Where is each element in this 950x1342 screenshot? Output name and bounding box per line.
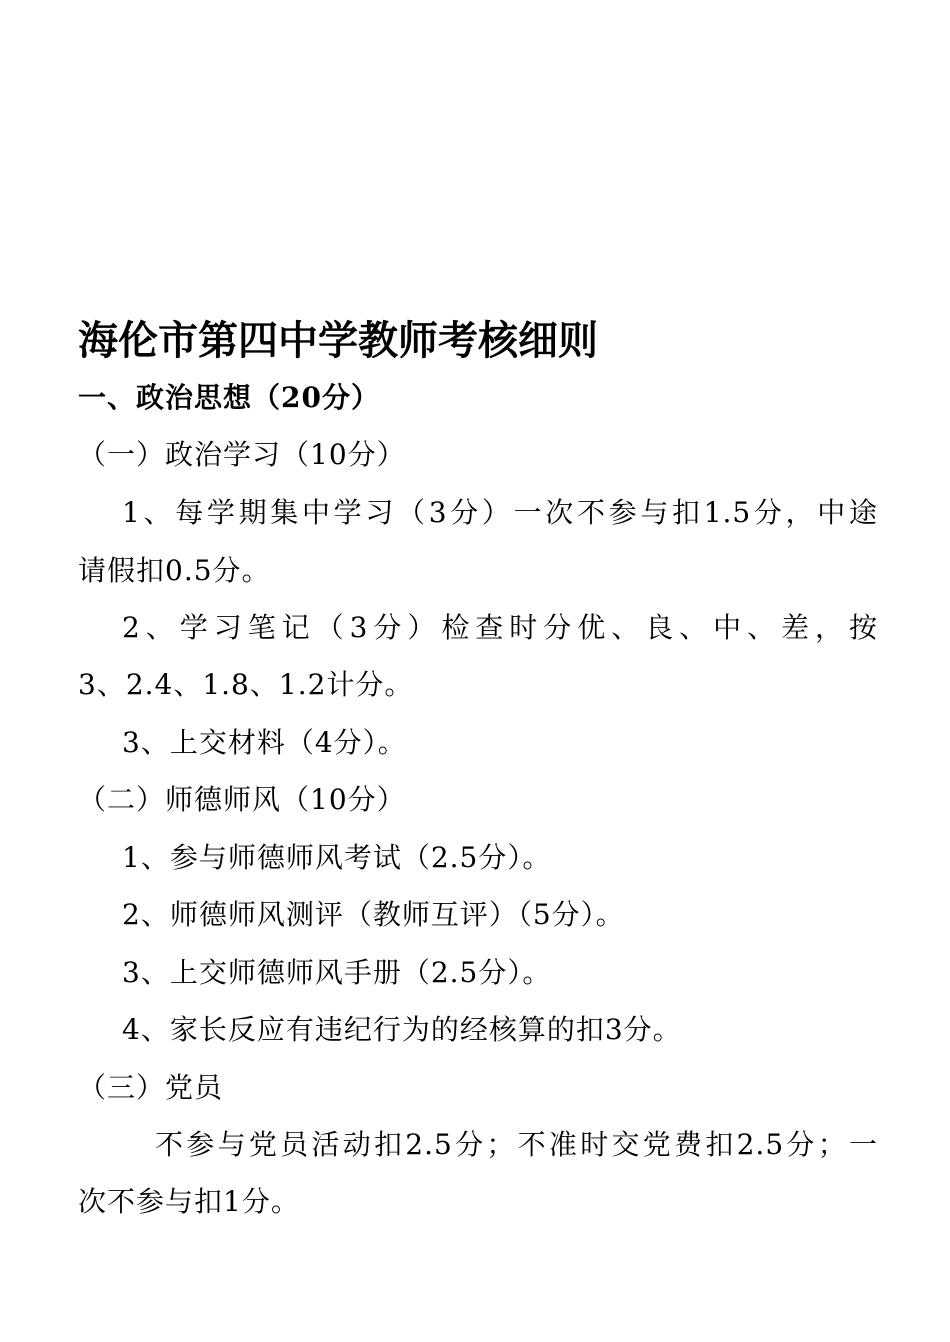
- item-notes-line-1: 2、学习笔记（3分）检查时分优、良、中、差，按: [122, 611, 878, 644]
- item-parent-report: 4、家长反应有违纪行为的经核算的扣3分。: [122, 1013, 682, 1046]
- party-rule-line-1: 不参与党员活动扣2.5分；不准时交党费扣2.5分；一: [155, 1128, 878, 1161]
- subsection-heading-political-study: （一）政治学习（10分）: [78, 438, 406, 471]
- item-materials: 3、上交材料（4分）。: [122, 726, 407, 759]
- item-notes-line-2: 3、2.4、1.8、1.2计分。: [78, 668, 414, 701]
- item-ethics-exam: 1、参与师德师风考试（2.5分）。: [122, 841, 552, 874]
- subsection-heading-ethics: （二）师德师风（10分）: [78, 783, 406, 816]
- item-ethics-evaluation: 2、师德师风测评（教师互评）（5分）。: [122, 898, 625, 931]
- party-rule-line-2: 次不参与扣1分。: [78, 1185, 300, 1218]
- item-study-line-2: 请假扣0.5分。: [78, 554, 271, 587]
- item-ethics-handbook: 3、上交师德师风手册（2.5分）。: [122, 956, 552, 989]
- page-title: 海伦市第四中学教师考核细则: [78, 317, 598, 364]
- subsection-heading-party-member: （三）党员: [78, 1071, 224, 1104]
- item-study-line-1: 1、每学期集中学习（3分）一次不参与扣1.5分，中途: [122, 496, 878, 529]
- section-heading-political-thought: 一、政治思想（20分）: [78, 381, 380, 414]
